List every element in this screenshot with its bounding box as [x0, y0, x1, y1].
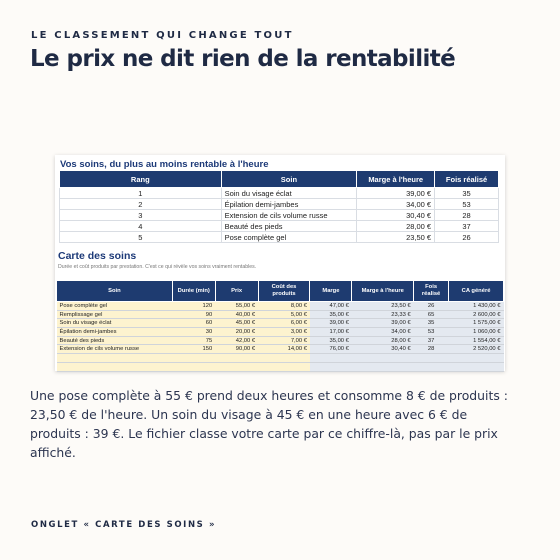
ranking-row — [60, 199, 499, 210]
carte-cell: 53 — [414, 328, 449, 337]
carte-title: Carte des soins — [58, 250, 137, 262]
empty-cell — [449, 354, 504, 363]
carte-cell: 75 — [172, 336, 215, 345]
ranking-cell: 5 — [60, 232, 222, 243]
ranking-row — [60, 232, 499, 243]
carte-cell: 26 — [414, 302, 449, 311]
eyebrow-label: LE CLASSEMENT QUI CHANGE TOUT — [31, 30, 294, 41]
carte-cell: 47,00 € — [310, 302, 352, 311]
ranking-col-rang: Rang — [60, 171, 222, 188]
carte-col-duree: Durée (min) — [172, 281, 215, 302]
ranking-cell: Extension de cils volume russe — [221, 210, 357, 221]
ranking-header-row — [60, 171, 499, 188]
ranking-cell: 3 — [60, 210, 222, 221]
ranking-cell: 34,00 € — [357, 199, 435, 210]
carte-col-marge: Marge — [310, 281, 352, 302]
empty-cell — [215, 362, 258, 371]
carte-cell: 35,00 € — [310, 336, 352, 345]
carte-cell: 65 — [414, 310, 449, 319]
ranking-cell: 35 — [435, 188, 499, 199]
carte-cell: 35,00 € — [310, 310, 352, 319]
ranking-cell: 53 — [435, 199, 499, 210]
table-row — [57, 328, 504, 337]
carte-cell: 120 — [172, 302, 215, 311]
carte-cell: 6,00 € — [258, 319, 310, 328]
carte-cell: Pose complète gel — [57, 302, 173, 311]
carte-cell: 23,50 € — [352, 302, 414, 311]
empty-row — [57, 354, 504, 363]
carte-cell: 28 — [414, 345, 449, 354]
ranking-col-marge: Marge à l'heure — [357, 171, 435, 188]
empty-cell — [352, 354, 414, 363]
carte-col-fois: Fois réalisé — [414, 281, 449, 302]
page-title: Le prix ne dit rien de la rentabilité — [30, 46, 456, 72]
ranking-row — [60, 188, 499, 199]
ranking-table — [59, 170, 499, 243]
carte-cell: 39,00 € — [352, 319, 414, 328]
ranking-cell: Soin du visage éclat — [221, 188, 357, 199]
ranking-cell: 23,50 € — [357, 232, 435, 243]
empty-cell — [414, 354, 449, 363]
empty-cell — [449, 362, 504, 371]
carte-cell: 20,00 € — [215, 328, 258, 337]
spreadsheet-screenshot — [55, 155, 505, 371]
carte-cell: 1 554,00 € — [449, 336, 504, 345]
carte-cell: 7,00 € — [258, 336, 310, 345]
carte-header-row — [57, 281, 504, 302]
carte-col-prix: Prix — [215, 281, 258, 302]
carte-cell: 3,00 € — [258, 328, 310, 337]
ranking-cell: Épilation demi-jambes — [221, 199, 357, 210]
carte-cell: 35 — [414, 319, 449, 328]
carte-cell: 28,00 € — [352, 336, 414, 345]
ranking-cell: 4 — [60, 221, 222, 232]
carte-subtitle: Durée et coût produits par prestation. C'est ce qui révèle vos soins vraiment rentables. — [58, 264, 257, 270]
carte-cell: 1 575,00 € — [449, 319, 504, 328]
ranking-cell: 37 — [435, 221, 499, 232]
ranking-row — [60, 221, 499, 232]
ranking-col-soin: Soin — [221, 171, 357, 188]
carte-cell: 2 600,00 € — [449, 310, 504, 319]
carte-cell: 30,40 € — [352, 345, 414, 354]
ranking-cell: 39,00 € — [357, 188, 435, 199]
ranking-col-fois: Fois réalisé — [435, 171, 499, 188]
carte-cell: 60 — [172, 319, 215, 328]
empty-cell — [258, 354, 310, 363]
empty-cell — [352, 362, 414, 371]
table-row — [57, 310, 504, 319]
empty-cell — [57, 354, 173, 363]
empty-cell — [172, 362, 215, 371]
carte-cell: 1 430,00 € — [449, 302, 504, 311]
empty-row — [57, 362, 504, 371]
carte-cell: Remplissage gel — [57, 310, 173, 319]
carte-col-ca: CA généré — [449, 281, 504, 302]
carte-cell: 14,00 € — [258, 345, 310, 354]
explanation-text: Une pose complète à 55 € prend deux heures et consomme 8 € de produits : 23,50 € de l'heure. Un soin du visage à 45 € en une heure avec 6 € de produits : 39 €. Le fichier classe votre carte par ce chiffre-là, pas par le prix affiché. — [30, 388, 508, 460]
ranking-row — [60, 210, 499, 221]
empty-cell — [310, 354, 352, 363]
carte-cell: 2 520,00 € — [449, 345, 504, 354]
ranking-cell: 28 — [435, 210, 499, 221]
carte-cell: 39,00 € — [310, 319, 352, 328]
ranking-cell: 26 — [435, 232, 499, 243]
empty-cell — [310, 362, 352, 371]
table-row — [57, 345, 504, 354]
carte-cell: 42,00 € — [215, 336, 258, 345]
empty-cell — [172, 354, 215, 363]
carte-cell: 17,00 € — [310, 328, 352, 337]
carte-table — [56, 280, 504, 372]
carte-cell: 34,00 € — [352, 328, 414, 337]
empty-cell — [414, 362, 449, 371]
table-row — [57, 336, 504, 345]
ranking-cell: 1 — [60, 188, 222, 199]
ranking-cell: 28,00 € — [357, 221, 435, 232]
carte-cell: Soin du visage éclat — [57, 319, 173, 328]
carte-cell: 90,00 € — [215, 345, 258, 354]
empty-cell — [215, 354, 258, 363]
carte-cell: Beauté des pieds — [57, 336, 173, 345]
carte-cell: 37 — [414, 336, 449, 345]
carte-cell: 150 — [172, 345, 215, 354]
carte-cell: 40,00 € — [215, 310, 258, 319]
carte-cell: 45,00 € — [215, 319, 258, 328]
carte-col-cout: Coût des produits — [258, 281, 310, 302]
carte-cell: Épilation demi-jambes — [57, 328, 173, 337]
carte-cell: 90 — [172, 310, 215, 319]
carte-cell: 55,00 € — [215, 302, 258, 311]
empty-cell — [57, 362, 173, 371]
carte-cell: 5,00 € — [258, 310, 310, 319]
carte-cell: 8,00 € — [258, 302, 310, 311]
table-row — [57, 319, 504, 328]
carte-cell: 23,33 € — [352, 310, 414, 319]
carte-cell: 30 — [172, 328, 215, 337]
ranking-title: Vos soins, du plus au moins rentable à l'heure — [60, 159, 269, 170]
table-row — [57, 302, 504, 311]
carte-cell: Extension de cils volume russe — [57, 345, 173, 354]
ranking-cell: 30,40 € — [357, 210, 435, 221]
carte-cell: 1 060,00 € — [449, 328, 504, 337]
ranking-cell: 2 — [60, 199, 222, 210]
carte-cell: 76,00 € — [310, 345, 352, 354]
ranking-cell: Pose complète gel — [221, 232, 357, 243]
carte-col-soin: Soin — [57, 281, 173, 302]
carte-col-marge-heure: Marge à l'heure — [352, 281, 414, 302]
footer-label: ONGLET « CARTE DES SOINS » — [31, 520, 217, 530]
ranking-cell: Beauté des pieds — [221, 221, 357, 232]
empty-cell — [258, 362, 310, 371]
